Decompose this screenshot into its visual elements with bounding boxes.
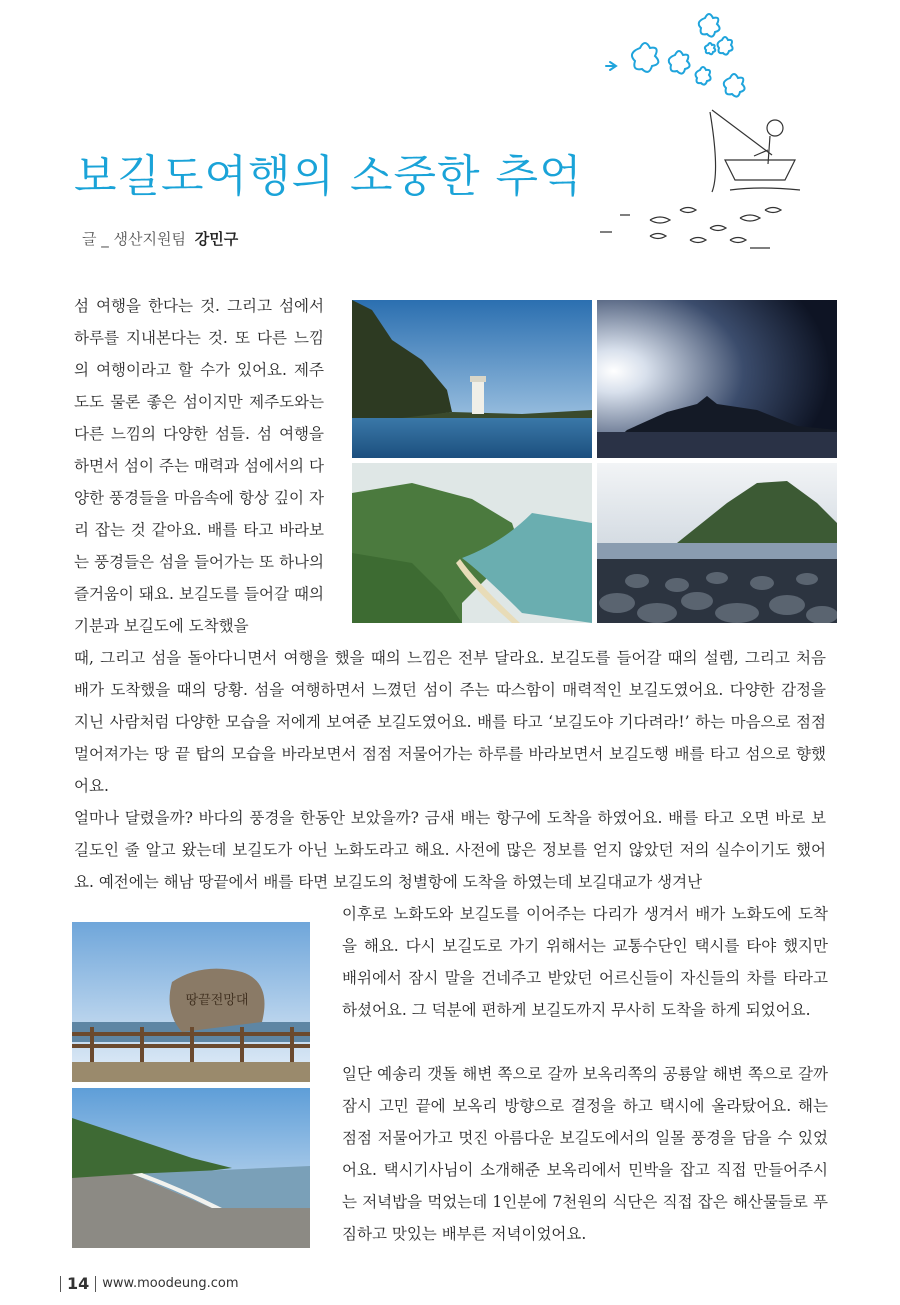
paragraph-2-continued: 이후로 노화도와 보길도를 이어주는 다리가 생겨서 배가 노화도에 도착을 해요. 다시 보길도로 가기 위해서는 교통수단인 택시를 타야 했지만 배위에서 잠시 말을 건네주고 받았던 어르신들이 자신들의 차를 타라고 하셨어요. 그 덕분에 편하게 보길도까지 무사히 도착을 하게 되었어요. [342, 905, 828, 1019]
paragraph-2: 얼마나 달렸을까? 바다의 풍경을 한동안 보았을까? 금새 배는 항구에 도착을 하였어요. 배를 타고 오면 바로 보길도인 줄 알고 왔는데 보길도가 아닌 노화도라고 해요. 사전에 많은 정보를 얻지 않았던 저의 실수이기도 했어요. 예전에는 해남 땅끝에서 배를 타면 보길도의 청별항에 도착을 하였는데 보길대교가 생겨난 [74, 809, 826, 891]
paragraph-3: 일단 예송리 갯돌 해변 쪽으로 갈까 보옥리쪽의 공룡알 해변 쪽으로 갈까 잠시 고민 끝에 보옥리 방향으로 결정을 하고 택시에 올라탔어요. 해는 점점 저물어가고 멋진 아름다운 보길도에서의 일몰 풍경을 담을 수 있었어요. 택시기사님이 소개해준 보옥리에서 민박을 잡고 직접 만들어주시는 저녁밥을 먹었는데 1인분에 7천원의 식단은 직접 잡은 해산물들로 푸짐하고 맛있는 배부른 저녁이었어요. [342, 1065, 828, 1243]
byline [82, 228, 238, 249]
gravel-beach-photo [72, 1088, 310, 1248]
paragraph-1: 섬 여행을 한다는 것. 그리고 섬에서 하루를 지내본다는 것. 또 다른 느낌의 여행이라고 할 수가 있어요. 제주도도 물론 좋은 섬이지만 제주도와는 다른 느낌의 다양한 섬들. 섬 여행을 하면서 섬이 주는 매력과 섬에서의 다양한 풍경들을 마음속에 항상 깊이 자리 잡는 것 같아요. 배를 타고 바라보는 풍경들은 섬을 들어가는 또 하나의 즐거움이 돼요. 보길도를 들어갈 때의 기분과 보길도에 도착했을 [74, 297, 324, 635]
page-footer [54, 1274, 239, 1293]
website-link[interactable]: www.moodeung.com [102, 1276, 239, 1291]
footer-divider [95, 1276, 96, 1292]
byline-prefix: 글 _ 생산지원팀 [82, 230, 186, 248]
pebble-beach-photo [597, 463, 837, 623]
page-number: 14 [67, 1274, 90, 1293]
rock-inscription: 땅끝전망대 [185, 993, 249, 1008]
lighthouse-coast-photo [352, 300, 592, 458]
paragraph-1-continued: 때, 그리고 섬을 돌아다니면서 여행을 했을 때의 느낌은 전부 달라요. 보길도를 들어갈 때의 설렘, 그리고 처음 배가 도착했을 때의 당황. 섬을 여행하면서 느꼈던 섬이 주는 따스함이 매력적인 보길도였어요. 다양한 감정을 지닌 사람처럼 다양한 모습을 저에게 보여준 보길도였어요. 배를 타고 ‘보길도야 기다려라!’ 하는 마음으로 점점 멀어져가는 땅 끝 탑의 모습을 바라보면서 점점 저물어가는 하루를 바라보면서 보길도행 배를 타고 섬으로 향했어요. [74, 649, 826, 795]
sunset-island-photo [597, 300, 837, 458]
fishing-illustration [590, 0, 810, 260]
green-bay-photo [352, 463, 592, 623]
article-title: 보길도여행의 소중한 추억 [74, 151, 583, 202]
landmark-rock-photo [72, 922, 310, 1082]
author-name: 강민구 [194, 230, 239, 248]
footer-divider [60, 1276, 61, 1292]
